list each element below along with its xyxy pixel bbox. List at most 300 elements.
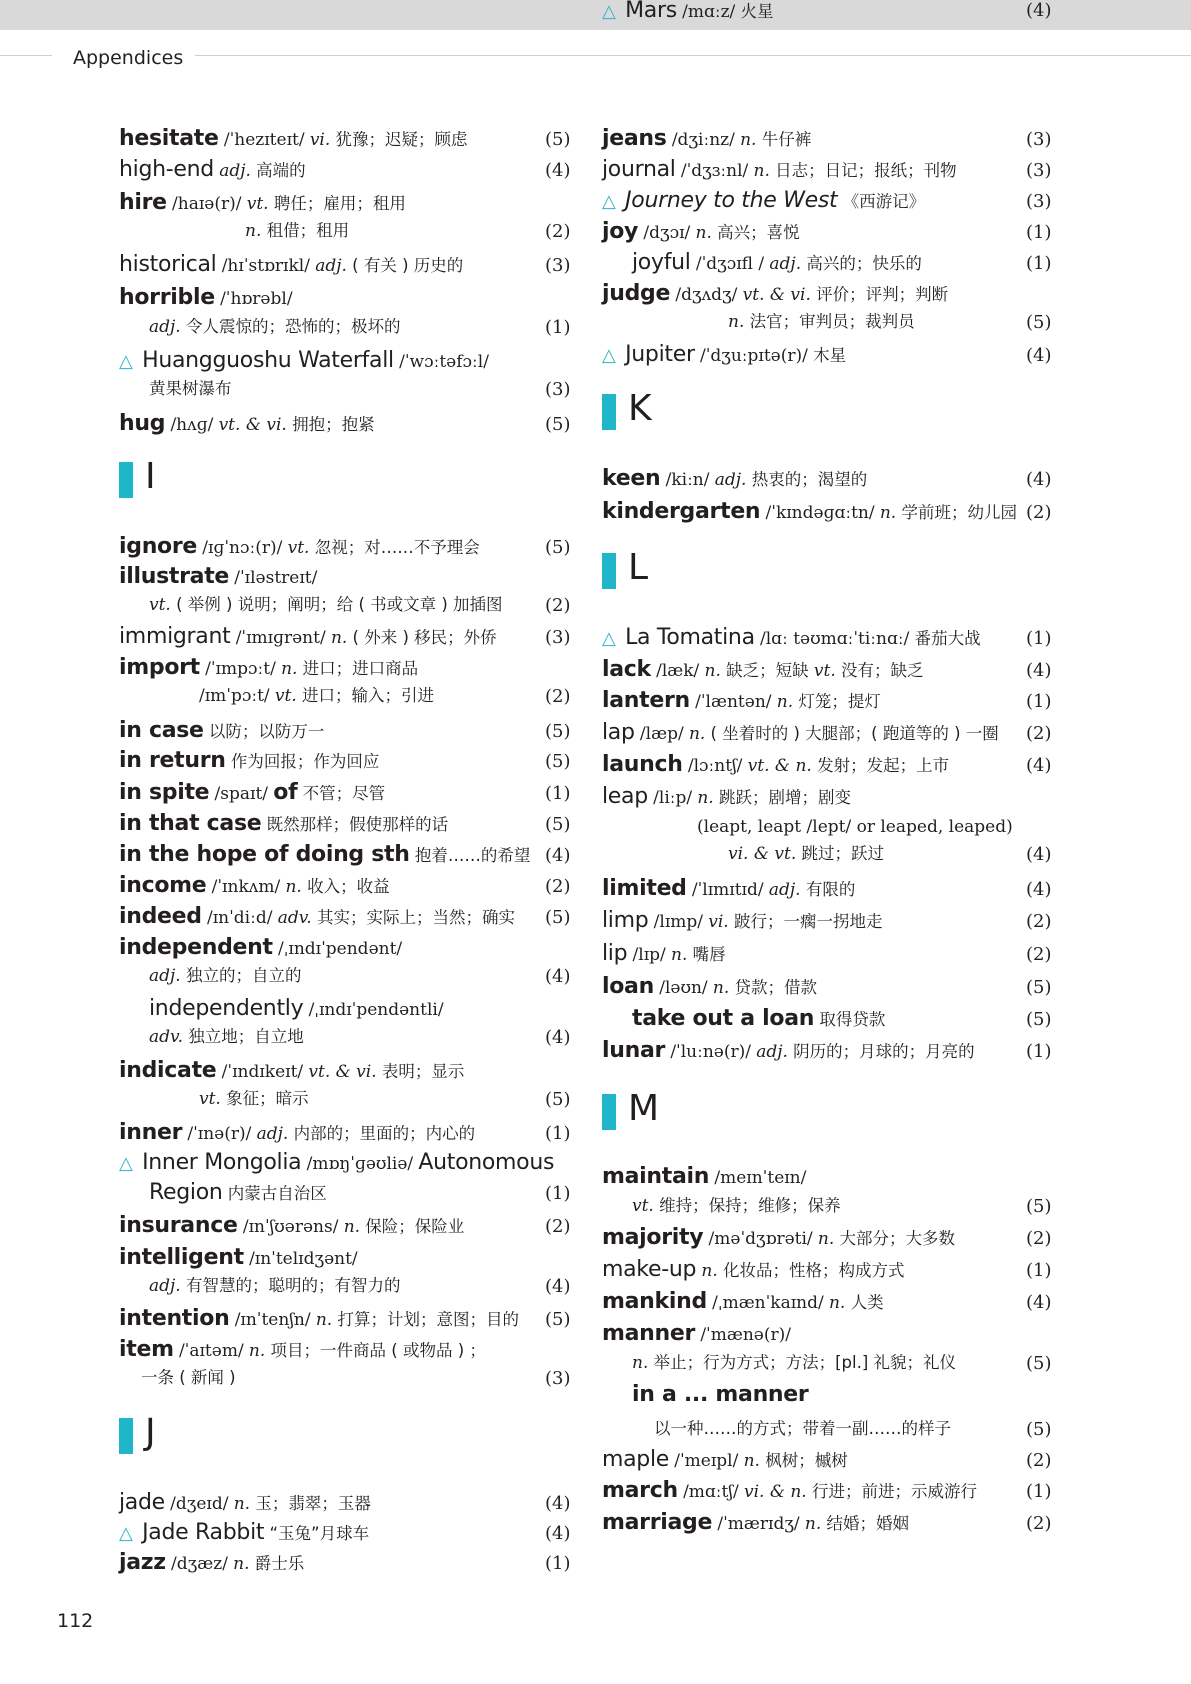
headword: hire [119, 190, 167, 215]
phonetic: /ˈhɒrəbl/ [220, 289, 293, 309]
headword: jade [119, 1490, 165, 1515]
part-of-speech: n. [753, 161, 770, 181]
accent-bar [602, 553, 616, 589]
unit-number: (2) [545, 221, 571, 242]
section-title: Appendices [73, 47, 184, 69]
dictionary-entry [632, 1384, 808, 1407]
definition: 评价；评判；判断 [816, 285, 949, 304]
dictionary-entry [602, 627, 981, 650]
definition: 高兴；喜悦 [717, 223, 800, 242]
unit-number: (3) [545, 1368, 571, 1389]
headword: historical [119, 252, 217, 277]
headword: keen [602, 466, 661, 491]
part-of-speech: n. [697, 788, 714, 808]
part-of-speech: n. [281, 659, 298, 679]
definition: 抱着……的希望 [414, 846, 531, 865]
unit-number: (4) [545, 1276, 571, 1297]
definition: 学前班；幼儿园 [901, 503, 1017, 522]
triangle-icon: △ [119, 351, 133, 372]
dictionary-entry [119, 1492, 371, 1515]
headword: horrible [119, 285, 215, 310]
phonetic: /ˈɪnə(r)/ [187, 1124, 252, 1144]
part-of-speech: n. [233, 1554, 250, 1574]
headword: lantern [602, 688, 690, 713]
part-of-speech: adv. [277, 908, 312, 928]
headword: intention [119, 1306, 230, 1331]
accent-bar [602, 1094, 616, 1130]
headword: high-end [119, 157, 214, 182]
dictionary-entry [119, 875, 390, 898]
headword: in that case [119, 811, 262, 836]
part-of-speech: n. [343, 1217, 361, 1237]
dictionary-entry [602, 1512, 909, 1535]
phonetic: /ˈɪnkʌm/ [211, 877, 281, 897]
dictionary-entry [199, 685, 434, 707]
definition: 牛仔裤 [761, 130, 812, 149]
dictionary-entry [119, 750, 379, 773]
headword: limp [602, 908, 649, 933]
phonetic: /liːp/ [653, 788, 693, 808]
headword: ignore [119, 534, 198, 559]
definition: 进口；输入；引进 [302, 686, 434, 705]
dictionary-entry [149, 378, 232, 400]
part-of-speech: adj. [768, 880, 801, 900]
dictionary-entry [602, 786, 851, 809]
headword: in the hope of doing sth [119, 842, 410, 867]
unit-number: (4) [545, 1493, 571, 1514]
definition: 跳跃；剧增；剧变 [718, 788, 851, 807]
part-of-speech: adj. [315, 256, 347, 276]
phonetic: /læp/ [639, 724, 684, 744]
headword: Jade Rabbit [142, 1520, 265, 1545]
definition: 犹豫；迟疑；顾虑 [335, 130, 468, 149]
dictionary-entry [602, 1259, 905, 1282]
triangle-icon: △ [119, 1523, 133, 1544]
phonetic: /ɪmˈpɔːt/ [199, 686, 270, 706]
headword: kindergarten [602, 499, 761, 524]
definition: 高端的 [256, 161, 306, 180]
definition: 举止；行为方式；方法；[pl.] 礼貌；礼仪 [653, 1353, 957, 1372]
dictionary-entry [119, 159, 306, 182]
phonetic: /ˈaɪtəm/ [178, 1341, 244, 1361]
part-of-speech: n. [695, 223, 712, 243]
phonetic: /ˌɪndɪˈpendəntli/ [308, 1000, 444, 1020]
headword: lack [602, 657, 651, 682]
phonetic: /meɪnˈteɪn/ [714, 1168, 807, 1188]
dictionary-entry [602, 910, 882, 933]
dictionary-entry [602, 221, 800, 244]
headword: hug [119, 411, 166, 436]
dictionary-entry [602, 976, 817, 999]
dictionary-entry [149, 1275, 400, 1297]
definition: 嘴唇 [692, 945, 726, 964]
part-of-speech: adj. [714, 470, 747, 490]
headword: immigrant [119, 624, 231, 649]
definition: 化妆品；性格；构成方式 [723, 1261, 905, 1280]
definition: 缺乏；短缺 [726, 661, 809, 680]
definition: 取得贷款 [819, 1010, 886, 1029]
unit-number: (5) [545, 414, 571, 435]
unit-number: (1) [545, 317, 571, 338]
unit-number: (5) [545, 129, 571, 150]
dictionary-entry [119, 1215, 464, 1238]
unit-number: (4) [545, 1027, 571, 1048]
definition: 不管；尽管 [302, 784, 386, 803]
phonetic: /lɪmp/ [653, 912, 704, 932]
phonetic: /ˈɪmpɔːt/ [205, 659, 276, 679]
headword: income [119, 873, 207, 898]
headword: lunar [602, 1038, 666, 1063]
unit-number: (1) [1026, 253, 1052, 274]
phonetic: /ˈɪndɪkeɪt/ [221, 1062, 304, 1082]
definition: 既然那样；假使那样的话 [266, 815, 449, 834]
dictionary-entry [602, 659, 924, 682]
definition: 聘任；雇用；租用 [273, 194, 406, 213]
unit-number: (5) [545, 814, 571, 835]
unit-number: (5) [1026, 1009, 1052, 1030]
dictionary-entry [119, 413, 375, 436]
unit-number: (5) [545, 1309, 571, 1330]
dictionary-entry [632, 1008, 885, 1031]
part-of-speech: n. [728, 312, 745, 332]
part-of-speech: n. [828, 1293, 846, 1313]
definition: 维持；保持；维修；保养 [659, 1196, 841, 1215]
headword: Mars [625, 0, 677, 23]
headword: indeed [119, 904, 202, 929]
headword: judge [602, 281, 671, 306]
unit-number: (4) [1026, 844, 1052, 865]
part-of-speech: vi. & n. [743, 1482, 807, 1502]
dictionary-entry [149, 1182, 327, 1205]
inflections: (leapt, leapt /lept/ or leaped, leaped) [697, 817, 1013, 837]
part-of-speech: adj. [756, 1042, 788, 1062]
part-of-speech: n. [315, 1310, 333, 1330]
definition: 没有；缺乏 [841, 661, 924, 680]
headword: import [119, 655, 200, 680]
part-of-speech: n. [701, 1261, 718, 1281]
unit-number: (4) [1026, 469, 1052, 490]
phonetic: /ləʊn/ [659, 978, 708, 998]
part-of-speech: vt. [274, 686, 297, 706]
headword: in case [119, 718, 204, 743]
phonetic: /ˈlæntən/ [695, 692, 772, 712]
dictionary-entry [119, 254, 463, 277]
part-of-speech: vi. & vt. [728, 844, 797, 864]
headword: leap [602, 784, 648, 809]
dictionary-entry [602, 1323, 791, 1346]
definition: 热衷的；渴望的 [751, 470, 868, 489]
unit-number: (3) [545, 379, 571, 400]
unit-number: (5) [545, 721, 571, 742]
dictionary-entry [602, 722, 999, 745]
definition: 爵士乐 [254, 1554, 305, 1573]
definition: 黄果树瀑布 [149, 379, 232, 398]
headword: limited [602, 876, 687, 901]
headword: make-up [602, 1257, 697, 1282]
headword: launch [602, 752, 683, 777]
definition: ( 有关 ) 历史的 [352, 256, 464, 275]
definition: 有限的 [805, 880, 856, 899]
part-of-speech: vi. [309, 130, 331, 150]
dictionary-entry [602, 0, 774, 23]
unit-number: (1) [545, 783, 571, 804]
unit-number: (5) [1026, 1196, 1052, 1217]
part-of-speech: vt. & n. [747, 756, 812, 776]
definition: 跳过；跃过 [801, 844, 884, 863]
headword-part: of [273, 780, 298, 805]
dictionary-entry [602, 1449, 848, 1472]
headword: in a ... manner [632, 1382, 809, 1407]
header-rule-left [0, 55, 52, 56]
definition: ( 举例 ) 说明；阐明；给 ( 书或文章 ) 加插图 [176, 595, 503, 614]
phonetic: /ɪnˈtelɪdʒənt/ [249, 1249, 358, 1269]
dictionary-entry [199, 1088, 309, 1110]
definition: 番茄大战 [914, 629, 981, 648]
dictionary-entry [728, 311, 915, 333]
definition: 以一种……的方式；带着一副……的样子 [654, 1419, 951, 1438]
definition: ( 坐着时的 ) 大腿部；( 跑道等的 ) 一圈 [710, 724, 999, 743]
definition: 高兴的；快乐的 [806, 254, 922, 273]
part-of-speech: adj. [149, 1276, 181, 1296]
headword: joyful [632, 250, 691, 275]
dictionary-entry [632, 1352, 956, 1374]
dictionary-entry [602, 878, 855, 901]
unit-number: (3) [1026, 129, 1052, 150]
dictionary-entry [602, 283, 948, 306]
dictionary-entry [119, 350, 489, 373]
headword: independent [119, 935, 273, 960]
top-bar [0, 0, 1191, 30]
unit-number: (4) [1026, 660, 1052, 681]
definition: 结婚；婚姻 [826, 1514, 910, 1533]
unit-number: (2) [1026, 1513, 1052, 1534]
part-of-speech: n. [879, 503, 897, 523]
headword: lap [602, 720, 635, 745]
phonetic: /ˈdʒɔɪfl / [695, 254, 765, 274]
phonetic: /ˈdʒɜːnl/ [680, 161, 749, 181]
headword: La Tomatina [625, 625, 755, 650]
phonetic: /ɪnˈtenʃn/ [234, 1310, 311, 1330]
phonetic: /dʒeɪd/ [170, 1494, 229, 1514]
unit-number: (1) [1026, 222, 1052, 243]
definition: 大部分；大多数 [839, 1229, 956, 1248]
dictionary-entry [602, 501, 1017, 524]
unit-number: (1) [545, 1553, 571, 1574]
dictionary-entry [119, 1152, 554, 1175]
part-of-speech: n. [740, 130, 757, 150]
phonetic: /ˈɪləstreɪt/ [234, 568, 318, 588]
dictionary-entry [119, 128, 468, 151]
headword: marriage [602, 1510, 713, 1535]
part-of-speech: n. [688, 724, 706, 744]
headword: item [119, 1337, 174, 1362]
headword: march [602, 1478, 678, 1503]
phonetic: /hʌɡ/ [170, 415, 214, 435]
phonetic: /ˈlɪmɪtɪd/ [691, 880, 764, 900]
phonetic: /ˈmeɪpl/ [674, 1451, 739, 1471]
dictionary-entry [149, 594, 503, 616]
headword: hesitate [119, 126, 219, 151]
definition: 跛行；一瘸一拐地走 [733, 912, 883, 931]
letter: K [628, 388, 652, 429]
dictionary-entry [119, 657, 418, 680]
dictionary-entry [697, 816, 1013, 838]
unit-number: (1) [1026, 1481, 1052, 1502]
dictionary-entry [119, 782, 385, 805]
triangle-icon: △ [602, 345, 616, 366]
part-of-speech: n. [743, 1451, 760, 1471]
dictionary-entry [119, 1247, 358, 1270]
headword: journal [602, 157, 676, 182]
part-of-speech: n. [248, 1341, 266, 1361]
unit-number: (4) [545, 966, 571, 987]
unit-number: (2) [545, 686, 571, 707]
phonetic: /hɪˈstɒrɪkl/ [221, 256, 310, 276]
unit-number: (4) [1026, 755, 1052, 776]
headword: in spite [119, 780, 210, 805]
definition: 象征；暗示 [226, 1089, 309, 1108]
part-of-speech: n. [817, 1229, 835, 1249]
definition: 项目；一件商品 ( 或物品 ) ； [270, 1341, 486, 1360]
dictionary-entry [632, 1195, 841, 1217]
page-number: 112 [57, 1610, 94, 1632]
dictionary-entry [602, 468, 867, 491]
phonetic: /mɑːtʃ/ [683, 1482, 739, 1502]
headword-part: Autonomous [418, 1150, 555, 1175]
unit-number: (4) [545, 160, 571, 181]
headword: independently [149, 996, 304, 1021]
dictionary-entry [149, 998, 444, 1021]
part-of-speech: n. [233, 1494, 251, 1514]
phonetic: /mɑːz/ [682, 2, 736, 22]
phonetic: /ɪnˈʃʊərəns/ [242, 1217, 339, 1237]
part-of-speech: n. [245, 221, 262, 241]
unit-number: (5) [545, 1089, 571, 1110]
dictionary-entry [119, 536, 480, 559]
dictionary-entry [119, 1339, 486, 1362]
dictionary-entry [149, 1026, 304, 1048]
dictionary-entry [119, 1122, 475, 1145]
definition: 租借；租用 [266, 221, 350, 240]
dictionary-entry [119, 1552, 304, 1575]
triangle-icon: △ [602, 628, 616, 649]
unit-number: (2) [1026, 944, 1052, 965]
unit-number: (2) [1026, 1450, 1052, 1471]
headword: insurance [119, 1213, 238, 1238]
dictionary-entry [602, 128, 811, 151]
phonetic: /spaɪt/ [214, 784, 269, 804]
unit-number: (2) [1026, 723, 1052, 744]
headword: jazz [119, 1550, 166, 1575]
dictionary-entry [119, 844, 530, 867]
phonetic: /mɒŋˈɡəʊliə/ [306, 1154, 414, 1174]
part-of-speech: n. [632, 1353, 649, 1373]
phonetic: /ˈwɔːtəfɔːl/ [399, 352, 489, 372]
dictionary-entry [245, 220, 349, 242]
dictionary-entry [602, 159, 957, 182]
headword: take out a loan [632, 1006, 815, 1031]
part-of-speech: n. [330, 628, 348, 648]
headword: majority [602, 1225, 704, 1250]
phonetic: /ˈluːnə(r)/ [670, 1042, 751, 1062]
definition: 进口；进口商品 [302, 659, 419, 678]
phonetic: /ɪɡˈnɔː(r)/ [202, 538, 283, 558]
definition: 拥抱；抱紧 [292, 415, 375, 434]
dictionary-entry [632, 252, 922, 275]
headword: lip [602, 941, 628, 966]
definition: 令人震惊的；恐怖的；极坏的 [185, 317, 401, 336]
headword: joy [602, 219, 639, 244]
unit-number: (4) [1026, 879, 1052, 900]
definition: 灯笼；提灯 [798, 692, 881, 711]
unit-number: (2) [545, 1216, 571, 1237]
headword: loan [602, 974, 654, 999]
phonetic: /læk/ [656, 661, 700, 681]
headword: maple [602, 1447, 670, 1472]
unit-number: (1) [1026, 628, 1052, 649]
unit-number: (2) [545, 595, 571, 616]
phonetic: /dʒɔɪ/ [643, 223, 691, 243]
part-of-speech: adj. [256, 1124, 289, 1144]
dictionary-entry [602, 1166, 806, 1189]
unit-number: (4) [1026, 345, 1052, 366]
unit-number: (1) [545, 1123, 571, 1144]
definition: ( 外来 ) 移民；外侨 [352, 628, 497, 647]
headword: intelligent [119, 1245, 244, 1270]
letter: J [145, 1412, 156, 1453]
header-rule-right [195, 55, 1191, 56]
unit-number: (4) [545, 845, 571, 866]
part-of-speech: vi. [708, 912, 729, 932]
dictionary-entry [119, 287, 293, 310]
phonetic: /ˈmænə(r)/ [700, 1325, 791, 1345]
definition: 以防；以防万一 [208, 722, 325, 741]
unit-number: (3) [545, 627, 571, 648]
definition: 人类 [850, 1293, 884, 1312]
headword: jeans [602, 126, 667, 151]
phonetic: /lɑː təʊmɑːˈtiːnɑː/ [760, 629, 910, 649]
unit-number: (4) [1026, 1292, 1052, 1313]
part-of-speech: adv. [149, 1027, 184, 1047]
unit-number: (3) [545, 255, 571, 276]
dictionary-entry [119, 192, 406, 215]
part-of-speech: vt. & vi. [742, 285, 811, 305]
dictionary-entry [602, 754, 949, 777]
unit-number: (2) [1026, 502, 1052, 523]
triangle-icon: △ [602, 1, 616, 22]
headword: Huangguoshu Waterfall [142, 348, 394, 373]
dictionary-entry [602, 1480, 977, 1503]
unit-number: (3) [1026, 160, 1052, 181]
part-of-speech: vt. & vi. [218, 415, 287, 435]
definition: 收入；收益 [307, 877, 390, 896]
definition: 独立的；自立的 [185, 966, 302, 985]
definition: 作为回报；作为回应 [230, 752, 380, 771]
headword: mankind [602, 1289, 707, 1314]
phonetic: /haɪə(r)/ [172, 194, 242, 214]
phonetic: /lɔːntʃ/ [687, 756, 743, 776]
part-of-speech: vt. [813, 661, 836, 681]
phonetic: /məˈdʒɒrəti/ [708, 1229, 813, 1249]
definition: 法官；审判员；裁判员 [749, 312, 915, 331]
definition: 日志；日记；报纸；刊物 [775, 161, 957, 180]
definition: 独立地；自立地 [188, 1027, 304, 1046]
definition: 行进；前进；示威游行 [811, 1482, 977, 1501]
part-of-speech: n. [804, 1514, 822, 1534]
part-of-speech: adj. [149, 317, 181, 337]
dictionary-entry [141, 1367, 236, 1389]
definition: 内蒙古自治区 [227, 1184, 327, 1203]
